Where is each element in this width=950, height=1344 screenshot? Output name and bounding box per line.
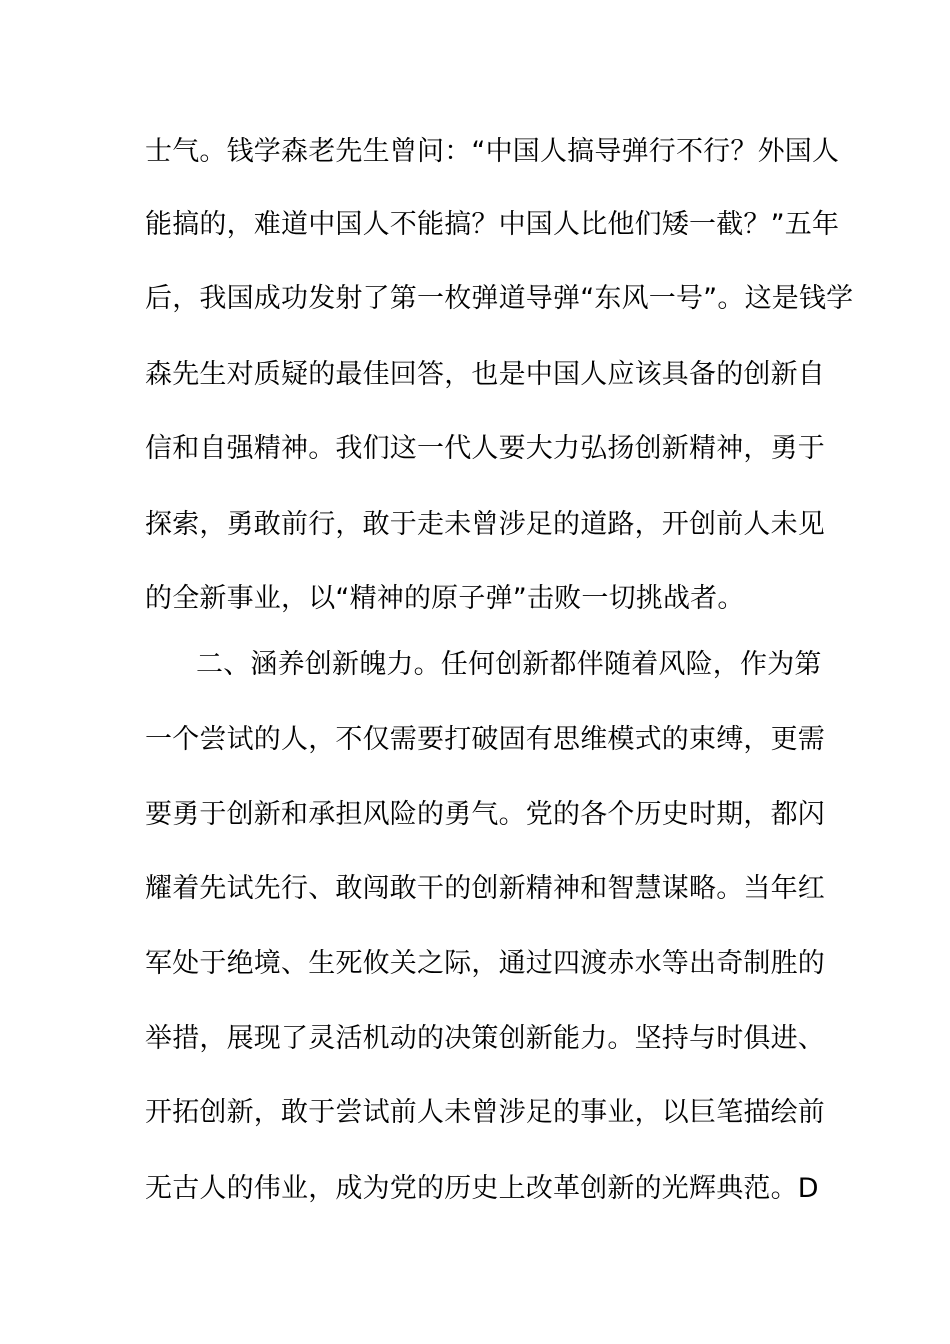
text-line: 能搞的，难道中国人不能搞？中国人比他们矮一截？”五年 bbox=[145, 209, 840, 240]
text-line: 开拓创新，敢于尝试前人未曾涉足的事业，以巨笔描绘前 bbox=[145, 1097, 825, 1128]
text-line: 一个尝试的人，不仅需要打破固有思维模式的束缚，更需 bbox=[145, 724, 825, 755]
text-line: 信和自强精神。我们这一代人要大力弘扬创新精神，勇于 bbox=[145, 433, 825, 464]
text-line: 士气。钱学森老先生曾问：“中国人搞导弹行不行？外国人 bbox=[145, 136, 840, 167]
text-line: 后，我国成功发射了第一枚弹道导弹“东风一号”。这是钱学 bbox=[145, 283, 854, 314]
text-line: 举措，展现了灵活机动的决策创新能力。坚持与时俱进、 bbox=[145, 1023, 825, 1054]
text-line: 探索，勇敢前行，敢于走未曾涉足的道路，开创前人未见 bbox=[145, 509, 825, 540]
paragraph-start-line: 二、涵养创新魄力。任何创新都伴随着风险，作为第 bbox=[196, 649, 822, 680]
text-line: 无古人的伟业，成为党的历史上改革创新的光辉典范。D bbox=[145, 1173, 819, 1204]
text-line: 森先生对质疑的最佳回答，也是中国人应该具备的创新自 bbox=[145, 359, 825, 390]
text-line: 的全新事业，以“精神的原子弹”击败一切挑战者。 bbox=[145, 583, 745, 614]
text-line: 耀着先试先行、敢闯敢干的创新精神和智慧谋略。当年红 bbox=[145, 873, 825, 904]
text-line: 要勇于创新和承担风险的勇气。党的各个历史时期，都闪 bbox=[145, 799, 825, 830]
text-line: 军处于绝境、生死攸关之际，通过四渡赤水等出奇制胜的 bbox=[145, 948, 825, 979]
